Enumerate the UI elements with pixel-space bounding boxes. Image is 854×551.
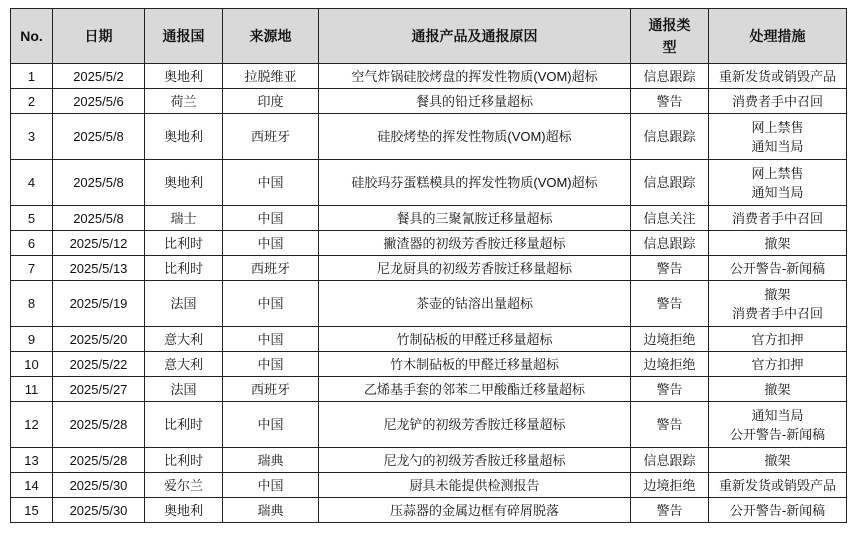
cell-measures [709, 402, 847, 448]
measure-line: 重新发货或销毁产品 [718, 68, 836, 84]
header-product: 通报产品及通报原因 [319, 9, 631, 64]
table-row [11, 89, 847, 114]
cell-measures [709, 206, 847, 231]
table-row [11, 498, 847, 523]
table-row [11, 281, 847, 327]
cell-country: 意大利 [145, 327, 223, 352]
cell-type: 信息跟踪 [631, 114, 709, 160]
cell-no: 1 [11, 64, 53, 89]
header-type [631, 9, 709, 64]
cell-product: 硅胶烤垫的挥发性物质(VOM)超标 [319, 114, 631, 160]
cell-product: 尼龙勺的初级芳香胺迁移量超标 [319, 448, 631, 473]
cell-measures [709, 89, 847, 114]
cell-no: 12 [11, 402, 53, 448]
cell-date: 2025/5/28 [53, 402, 145, 448]
cell-measures [709, 377, 847, 402]
cell-origin: 中国 [223, 402, 319, 448]
cell-product: 茶壶的钴溶出量超标 [319, 281, 631, 327]
cell-product: 撇渣器的初级芳香胺迁移量超标 [319, 231, 631, 256]
cell-no: 14 [11, 473, 53, 498]
measure-line: 消费者手中召回 [731, 210, 823, 226]
cell-type: 信息跟踪 [631, 448, 709, 473]
cell-type: 警告 [631, 402, 709, 448]
table-row [11, 377, 847, 402]
cell-type: 警告 [631, 281, 709, 327]
cell-measures [709, 473, 847, 498]
cell-no: 4 [11, 160, 53, 206]
cell-measures [709, 448, 847, 473]
cell-origin: 西班牙 [223, 377, 319, 402]
cell-origin: 中国 [223, 231, 319, 256]
cell-no: 8 [11, 281, 53, 327]
cell-no: 6 [11, 231, 53, 256]
cell-origin: 中国 [223, 352, 319, 377]
header-origin: 来源地 [223, 9, 319, 64]
cell-no: 3 [11, 114, 53, 160]
cell-date: 2025/5/19 [53, 281, 145, 327]
cell-type: 警告 [631, 377, 709, 402]
header-type-line: 通报类 [648, 17, 691, 33]
measure-line: 撤架 [764, 381, 791, 397]
table-row [11, 473, 847, 498]
cell-product: 餐具的三聚氰胺迁移量超标 [319, 206, 631, 231]
cell-country: 比利时 [145, 256, 223, 281]
table-row [11, 448, 847, 473]
cell-date: 2025/5/2 [53, 64, 145, 89]
cell-measures [709, 327, 847, 352]
cell-date: 2025/5/6 [53, 89, 145, 114]
table-row [11, 256, 847, 281]
cell-type: 信息跟踪 [631, 160, 709, 206]
cell-measures [709, 281, 847, 327]
cell-origin: 中国 [223, 281, 319, 327]
cell-country: 瑞士 [145, 206, 223, 231]
table-row [11, 327, 847, 352]
header-date: 日期 [53, 9, 145, 64]
cell-type: 信息关注 [631, 206, 709, 231]
cell-country: 法国 [145, 281, 223, 327]
cell-product: 竹制砧板的甲醛迁移量超标 [319, 327, 631, 352]
cell-country: 奥地利 [145, 114, 223, 160]
cell-type: 警告 [631, 89, 709, 114]
cell-date: 2025/5/22 [53, 352, 145, 377]
cell-country: 比利时 [145, 231, 223, 256]
cell-measures [709, 498, 847, 523]
measure-line: 公开警告-新闻稿 [729, 426, 826, 442]
cell-measures [709, 231, 847, 256]
cell-product: 空气炸锅硅胶烤盘的挥发性物质(VOM)超标 [319, 64, 631, 89]
cell-origin: 西班牙 [223, 114, 319, 160]
table-row [11, 231, 847, 256]
measure-line: 重新发货或销毁产品 [718, 477, 836, 493]
measure-line: 通知当局 [751, 138, 804, 154]
cell-country: 奥地利 [145, 64, 223, 89]
cell-measures [709, 114, 847, 160]
cell-no: 13 [11, 448, 53, 473]
header-no: No. [11, 9, 53, 64]
measure-line: 通知当局 [751, 184, 804, 200]
table-row [11, 206, 847, 231]
cell-date: 2025/5/8 [53, 160, 145, 206]
table-row [11, 64, 847, 89]
cell-type: 边境拒绝 [631, 473, 709, 498]
cell-type: 边境拒绝 [631, 352, 709, 377]
cell-product: 尼龙铲的初级芳香胺迁移量超标 [319, 402, 631, 448]
cell-origin: 瑞典 [223, 498, 319, 523]
cell-no: 10 [11, 352, 53, 377]
cell-type: 信息跟踪 [631, 231, 709, 256]
cell-type: 信息跟踪 [631, 64, 709, 89]
cell-origin: 西班牙 [223, 256, 319, 281]
table-header-row [11, 9, 847, 64]
cell-no: 9 [11, 327, 53, 352]
cell-product: 餐具的铅迁移量超标 [319, 89, 631, 114]
cell-country: 奥地利 [145, 498, 223, 523]
cell-origin: 中国 [223, 160, 319, 206]
cell-country: 比利时 [145, 402, 223, 448]
cell-date: 2025/5/30 [53, 473, 145, 498]
cell-no: 2 [11, 89, 53, 114]
measure-line: 通知当局 [751, 407, 804, 423]
cell-date: 2025/5/8 [53, 114, 145, 160]
cell-no: 5 [11, 206, 53, 231]
cell-origin: 拉脱维亚 [223, 64, 319, 89]
measure-line: 官方扣押 [751, 356, 804, 372]
cell-product: 硅胶玛芬蛋糕模具的挥发性物质(VOM)超标 [319, 160, 631, 206]
cell-measures [709, 64, 847, 89]
cell-measures [709, 352, 847, 377]
cell-measures [709, 160, 847, 206]
cell-origin: 瑞典 [223, 448, 319, 473]
cell-origin: 印度 [223, 89, 319, 114]
measure-line: 消费者手中召回 [731, 305, 823, 321]
cell-origin: 中国 [223, 206, 319, 231]
cell-country: 荷兰 [145, 89, 223, 114]
measure-line: 撤架 [764, 235, 791, 251]
header-measures: 处理措施 [709, 9, 847, 64]
cell-country: 爱尔兰 [145, 473, 223, 498]
notification-table [10, 8, 847, 523]
cell-origin: 中国 [223, 473, 319, 498]
cell-product: 厨具未能提供检测报告 [319, 473, 631, 498]
cell-country: 意大利 [145, 352, 223, 377]
cell-product: 尼龙厨具的初级芳香胺迁移量超标 [319, 256, 631, 281]
measure-line: 公开警告-新闻稿 [729, 260, 826, 276]
cell-date: 2025/5/12 [53, 231, 145, 256]
table-row [11, 352, 847, 377]
measure-line: 消费者手中召回 [731, 93, 823, 109]
cell-product: 压蒜器的金属边框有碎屑脱落 [319, 498, 631, 523]
table-row [11, 114, 847, 160]
cell-country: 奥地利 [145, 160, 223, 206]
measure-line: 官方扣押 [751, 331, 804, 347]
cell-no: 11 [11, 377, 53, 402]
header-country: 通报国 [145, 9, 223, 64]
notification-table-container [10, 8, 847, 523]
header-type-line: 型 [662, 39, 677, 55]
measure-line: 公开警告-新闻稿 [729, 502, 826, 518]
cell-date: 2025/5/8 [53, 206, 145, 231]
cell-country: 比利时 [145, 448, 223, 473]
cell-date: 2025/5/20 [53, 327, 145, 352]
cell-no: 15 [11, 498, 53, 523]
table-row [11, 402, 847, 448]
cell-date: 2025/5/30 [53, 498, 145, 523]
cell-product: 乙烯基手套的邻苯二甲酸酯迁移量超标 [319, 377, 631, 402]
cell-type: 警告 [631, 498, 709, 523]
cell-type: 警告 [631, 256, 709, 281]
cell-date: 2025/5/28 [53, 448, 145, 473]
cell-no: 7 [11, 256, 53, 281]
cell-product: 竹木制砧板的甲醛迁移量超标 [319, 352, 631, 377]
cell-type: 边境拒绝 [631, 327, 709, 352]
measure-line: 撤架 [764, 452, 791, 468]
measure-line: 撤架 [764, 286, 791, 302]
table-row [11, 160, 847, 206]
cell-date: 2025/5/27 [53, 377, 145, 402]
cell-date: 2025/5/13 [53, 256, 145, 281]
measure-line: 网上禁售 [751, 165, 804, 181]
cell-origin: 中国 [223, 327, 319, 352]
measure-line: 网上禁售 [751, 119, 804, 135]
cell-country: 法国 [145, 377, 223, 402]
cell-measures [709, 256, 847, 281]
